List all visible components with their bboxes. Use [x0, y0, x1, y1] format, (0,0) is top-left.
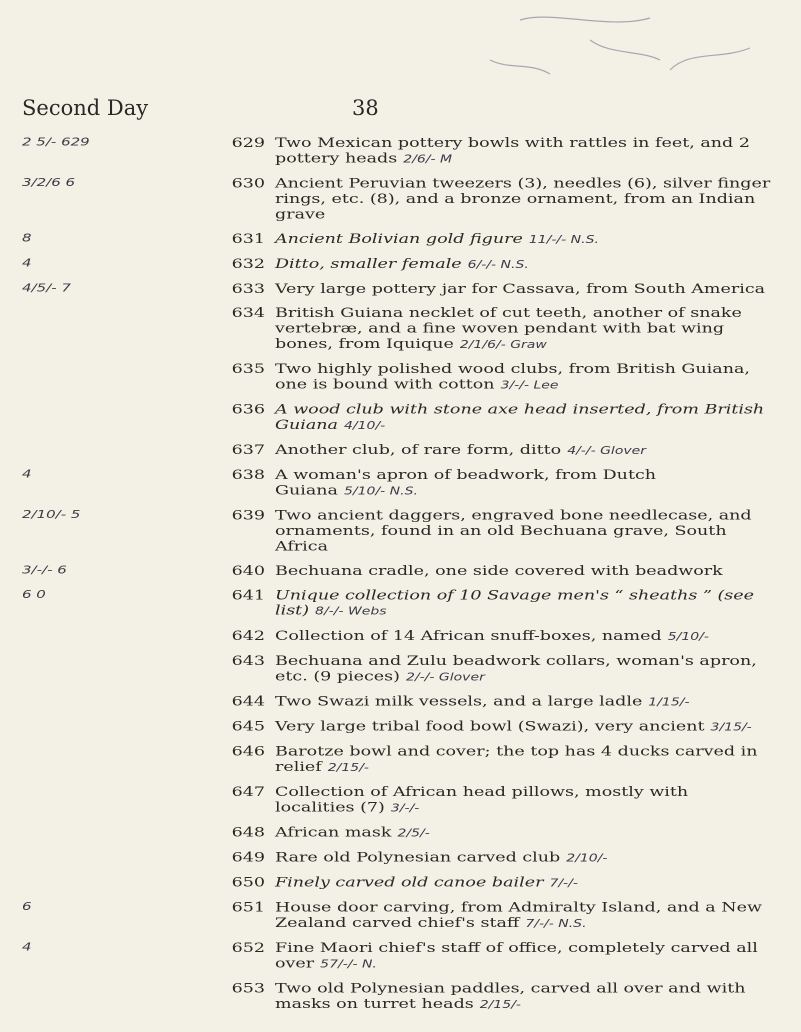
pencil-annotation: 5/10/- N.S.	[344, 485, 418, 498]
lot-text: Ancient Peruvian tweezers (3), needles (6), silver finger rings, etc. (8), and a bronze ornament, from an Indian grave	[275, 176, 771, 223]
pencil-annotation: 57/-/- N.	[320, 958, 377, 971]
lot-text: Collection of African head pillows, mostly with localities (7)	[275, 784, 689, 816]
lot-entry	[0, 694, 801, 710]
lot-entry	[0, 941, 801, 973]
pencil-annotation: 1/15/-	[648, 696, 690, 709]
lot-text: Two ancient daggers, engraved bone needlecase, and ornaments, found in an old Bechuana grave, South Africa	[275, 508, 752, 555]
lot-description	[275, 654, 771, 686]
lot-number: 646	[231, 744, 265, 760]
lot-description	[275, 900, 771, 932]
page-header	[22, 96, 771, 128]
pencil-price-left: 4	[22, 940, 32, 954]
lot-text: Two old Polynesian paddles, carved all over and with masks on turret heads	[275, 981, 746, 1012]
lot-entry	[0, 362, 801, 394]
lot-spacer	[0, 710, 801, 719]
lot-description	[275, 232, 771, 248]
pencil-annotation: 7/-/-	[549, 877, 578, 890]
lot-spacer	[0, 817, 801, 826]
lot-entry	[0, 900, 801, 932]
lot-entry	[0, 982, 801, 1014]
pencil-price-left: 3/-/- 6	[22, 563, 67, 577]
pencil-annotation: 3/-/- Lee	[500, 379, 559, 392]
pencil-annotation: 11/-/- N.S.	[528, 233, 599, 246]
lot-description	[275, 629, 771, 645]
pencil-price-left: 4/5/- 7	[22, 281, 71, 295]
pencil-price-left: 8	[22, 231, 32, 245]
lot-entry	[0, 564, 801, 579]
pencil-annotation: 4/10/-	[344, 420, 386, 433]
lot-number: 649	[231, 850, 265, 866]
lot-number: 633	[231, 281, 265, 297]
pencil-annotation: 2/5/-	[397, 827, 430, 840]
lot-text: Collection of 14 African snuff-boxes, named	[275, 628, 662, 644]
lot-number: 637	[231, 443, 265, 458]
lot-description	[275, 694, 771, 710]
pencil-annotation: 2/1/6/- Graw	[459, 339, 547, 352]
pencil-annotation: 4/-/- Glover	[567, 445, 647, 458]
lot-entry	[0, 509, 801, 555]
lot-entry	[0, 306, 801, 353]
pencil-price-left: 6 0	[22, 587, 46, 601]
lot-number: 644	[231, 694, 265, 709]
pencil-annotation: 8/-/- Webs	[315, 605, 387, 618]
lot-description	[275, 744, 771, 776]
lot-text: Rare old Polynesian carved club	[275, 850, 561, 866]
page-number: 38	[352, 96, 379, 120]
day-title: Second Day	[22, 96, 149, 120]
pencil-annotation: 3/15/-	[710, 721, 752, 734]
lot-spacer	[0, 736, 801, 745]
pencil-price-left: 2 5/- 629	[22, 135, 90, 149]
lot-number: 650	[231, 875, 265, 891]
lot-entry	[0, 136, 801, 168]
lot-text: Two highly polished wood clubs, from British Guiana, one is bound with cotton	[275, 362, 750, 393]
pencil-annotation: 2/-/- Glover	[405, 671, 485, 684]
lot-text: Unique collection of 10 Savage men's “ sheaths ” (see list)	[275, 588, 754, 619]
lot-text: Ditto, smaller female	[275, 256, 462, 272]
lot-entry	[0, 443, 801, 459]
lot-number: 642	[231, 628, 265, 644]
lot-text: African mask	[275, 825, 392, 841]
lot-spacer	[0, 620, 801, 629]
lot-description	[275, 443, 771, 459]
lot-number: 641	[231, 588, 265, 603]
pencil-price-left: 3/2/6 6	[22, 175, 76, 190]
lot-text: British Guiana necklet of cut teeth, another of snake vertebræ, and a fine woven pendant with bat wing bones, from Iquique	[275, 306, 742, 352]
pencil-price-left: 6	[22, 899, 32, 914]
pencil-annotation: 2/6/- M	[403, 153, 453, 166]
lot-entry	[0, 719, 801, 735]
lot-spacer	[0, 434, 801, 443]
lot-text: Two Swazi milk vessels, and a large ladle	[275, 694, 643, 709]
lot-entry	[0, 232, 801, 248]
pencil-scribble	[190, 0, 790, 90]
lot-text: Very large tribal food bowl (Swazi), very ancient	[275, 719, 705, 735]
lot-number: 645	[231, 719, 265, 735]
lot-entry	[0, 825, 801, 841]
lot-description	[275, 875, 771, 891]
pencil-annotation: 3/-/-	[390, 802, 420, 815]
lot-entry	[0, 875, 801, 891]
pencil-annotation: 2/15/-	[327, 762, 369, 774]
lot-description	[275, 564, 771, 579]
lot-spacer	[0, 1013, 801, 1022]
lot-description	[275, 785, 771, 817]
lot-spacer	[0, 685, 801, 694]
lot-spacer	[0, 297, 801, 306]
lot-description	[275, 403, 771, 435]
lot-description	[275, 306, 771, 353]
lot-text: Barotze bowl and cover; the top has 4 ducks carved in relief	[275, 744, 758, 775]
lot-entry	[0, 744, 801, 776]
lot-list	[0, 136, 801, 1022]
lot-description	[275, 850, 771, 866]
lot-text: Bechuana and Zulu beadwork collars, woman's apron, etc. (9 pieces)	[275, 653, 757, 684]
lot-number: 631	[231, 231, 265, 247]
lot-description	[275, 509, 771, 555]
lot-description	[275, 282, 771, 297]
lot-entry	[0, 257, 801, 273]
lot-text: A wood club with stone axe head inserted, from British Guiana	[275, 402, 765, 433]
lot-entry	[0, 177, 801, 223]
pencil-annotation: 2/10/-	[566, 852, 608, 865]
lot-entry	[0, 468, 801, 500]
lot-spacer	[0, 867, 801, 876]
lot-text: Ancient Bolivian gold figure	[275, 231, 523, 247]
lot-text: Two Mexican pottery bowls with rattles in feet, and 2 pottery heads	[275, 136, 750, 167]
pencil-annotation: 7/-/- N.S.	[525, 918, 587, 930]
lot-number: 632	[231, 256, 265, 272]
lot-spacer	[0, 645, 801, 654]
lot-number: 635	[231, 362, 265, 377]
lot-description	[275, 136, 771, 168]
lot-entry	[0, 654, 801, 686]
lot-number: 648	[231, 825, 265, 841]
lot-number: 640	[231, 563, 265, 579]
lot-number: 639	[231, 508, 265, 524]
lot-description	[275, 825, 771, 841]
lot-number: 647	[231, 784, 265, 800]
lot-entry	[0, 850, 801, 866]
pencil-annotation: 6/-/- N.S.	[467, 258, 529, 271]
lot-number: 643	[231, 653, 265, 669]
lot-text: Fine Maori chief's staff of office, completely carved all over	[275, 940, 758, 972]
lot-entry	[0, 785, 801, 817]
lot-number: 638	[231, 468, 265, 483]
lot-number: 653	[231, 981, 265, 997]
lot-number: 630	[231, 176, 265, 192]
lot-number: 634	[231, 306, 265, 321]
lot-number: 651	[231, 900, 265, 916]
lot-spacer	[0, 842, 801, 851]
pencil-annotation: 5/10/-	[667, 630, 709, 643]
lot-description	[275, 468, 771, 500]
lot-description	[275, 362, 771, 394]
lot-spacer	[0, 776, 801, 785]
lot-number: 629	[231, 136, 265, 151]
pencil-price-left: 4	[22, 256, 32, 270]
pencil-price-left: 4	[22, 467, 32, 481]
lot-description	[275, 982, 771, 1014]
lot-spacer	[0, 394, 801, 403]
lot-entry	[0, 403, 801, 435]
lot-text: Finely carved old canoe bailer	[275, 875, 544, 891]
lot-number: 652	[231, 940, 265, 956]
lot-description	[275, 588, 771, 620]
lot-text: Very large pottery jar for Cassava, from South America	[275, 281, 766, 297]
pencil-annotation: 2/15/-	[479, 999, 521, 1011]
pencil-price-left: 2/10/- 5	[22, 507, 81, 522]
lot-description	[275, 257, 771, 273]
lot-entry	[0, 588, 801, 620]
lot-text: Bechuana cradle, one side covered with beadwork	[275, 563, 723, 579]
lot-number: 636	[231, 402, 265, 418]
lot-description	[275, 941, 771, 973]
lot-entry	[0, 282, 801, 297]
lot-spacer	[0, 973, 801, 982]
lot-description	[275, 719, 771, 735]
lot-entry	[0, 629, 801, 645]
lot-description	[275, 177, 771, 223]
lot-text: Another club, of rare form, ditto	[275, 443, 562, 458]
lot-text: House door carving, from Admiralty Island, and a New Zealand carved chief's staff	[275, 900, 762, 931]
lot-text: A woman's apron of beadwork, from Dutch Guiana	[275, 468, 657, 499]
lot-spacer	[0, 353, 801, 362]
